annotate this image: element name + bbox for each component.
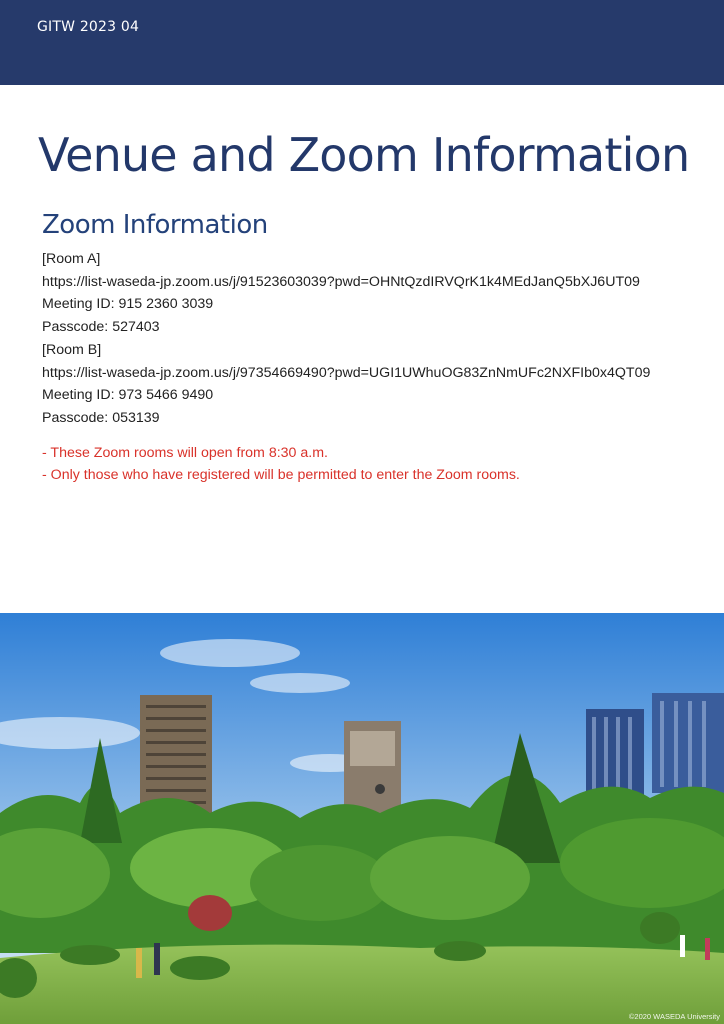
- note-registration: - Only those who have registered will be permitted to enter the Zoom rooms.: [42, 467, 520, 483]
- room-a-url[interactable]: https://list-waseda-jp.zoom.us/j/91523603039?pwd=OHNtQzdIRVQrK1k4MEdJanQ5bXJ6UT09: [42, 273, 640, 290]
- photo-credit: ©2020 WASEDA University: [628, 1012, 720, 1021]
- room-b-passcode: Passcode: 053139: [42, 409, 160, 426]
- zoom-section-heading: Zoom Information: [42, 210, 268, 240]
- campus-photo: [0, 613, 724, 1024]
- room-b-url[interactable]: https://list-waseda-jp.zoom.us/j/97354669490?pwd=UGI1UWhuOG83ZnNmUFc2NXFIb0x4QT09: [42, 364, 651, 381]
- room-a-meeting-id: Meeting ID: 915 2360 3039: [42, 296, 214, 312]
- header-label: GITW 2023 04: [37, 19, 140, 35]
- room-b-name: [Room B]: [42, 342, 102, 358]
- zoom-notes: [42, 442, 520, 486]
- room-b-info: [42, 339, 702, 429]
- note-open-time: - These Zoom rooms will open from 8:30 a.m.: [42, 445, 328, 461]
- header-bar: [0, 0, 724, 85]
- campus-photo-illustration: [0, 613, 724, 1024]
- room-b-meeting-id: Meeting ID: 973 5466 9490: [42, 387, 214, 403]
- page-title: Venue and Zoom Information: [38, 128, 690, 182]
- room-a-info: [42, 248, 702, 338]
- room-a-name: [Room A]: [42, 251, 101, 267]
- room-a-passcode: Passcode: 527403: [42, 318, 160, 335]
